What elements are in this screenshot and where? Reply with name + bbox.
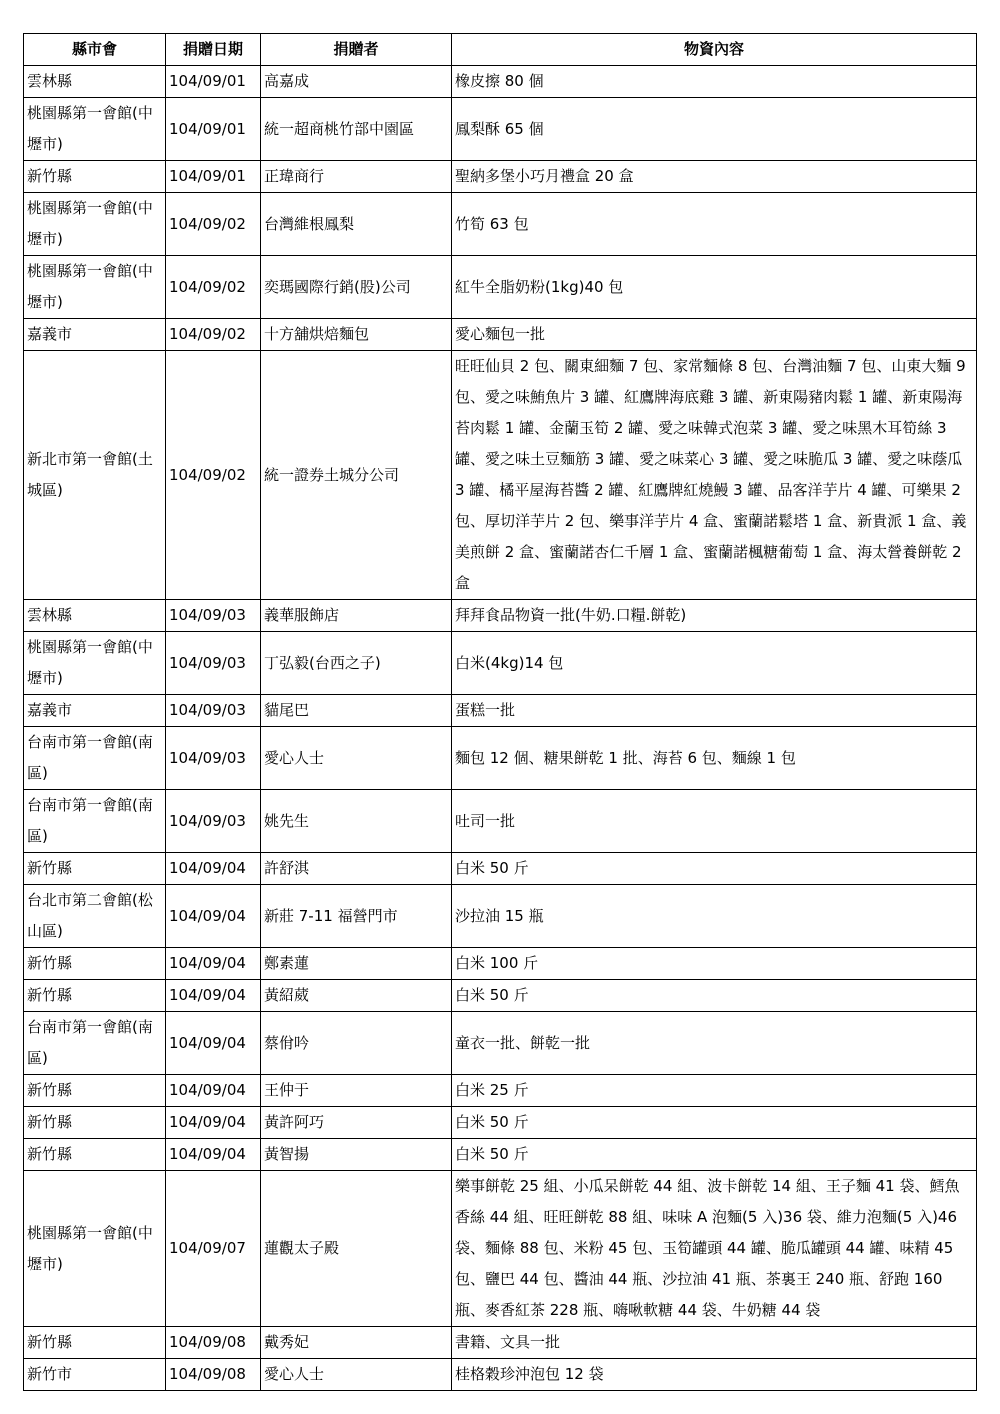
header-items: 物資內容: [452, 34, 977, 66]
table-row: [24, 319, 977, 351]
table-row: [24, 853, 977, 885]
date-cell: 104/09/02: [166, 351, 261, 600]
table-row: [24, 632, 977, 695]
table-row: [24, 161, 977, 193]
date-cell: 104/09/03: [166, 695, 261, 727]
items-cell: 橡皮擦 80 個: [452, 66, 977, 98]
date-cell: 104/09/02: [166, 256, 261, 319]
region-cell: 桃園縣第一會館(中壢市): [24, 193, 166, 256]
region-cell: 嘉義市: [24, 319, 166, 351]
donor-cell: 丁弘毅(台西之子): [261, 632, 452, 695]
date-cell: 104/09/07: [166, 1171, 261, 1327]
items-cell: 白米 50 斤: [452, 1139, 977, 1171]
table-row: [24, 727, 977, 790]
region-cell: 新竹縣: [24, 1075, 166, 1107]
items-cell: 桂格穀珍沖泡包 12 袋: [452, 1359, 977, 1391]
table-row: [24, 1107, 977, 1139]
date-cell: 104/09/01: [166, 161, 261, 193]
region-cell: 雲林縣: [24, 600, 166, 632]
date-cell: 104/09/04: [166, 980, 261, 1012]
donor-cell: 愛心人士: [261, 1359, 452, 1391]
donor-cell: 姚先生: [261, 790, 452, 853]
donor-cell: 正瑋商行: [261, 161, 452, 193]
header-date: 捐贈日期: [166, 34, 261, 66]
items-cell: 吐司一批: [452, 790, 977, 853]
region-cell: 新竹市: [24, 1359, 166, 1391]
date-cell: 104/09/04: [166, 885, 261, 948]
donor-cell: 戴秀妃: [261, 1327, 452, 1359]
items-cell: 拜拜食品物資一批(牛奶.口糧.餅乾): [452, 600, 977, 632]
region-cell: 桃園縣第一會館(中壢市): [24, 98, 166, 161]
region-cell: 桃園縣第一會館(中壢市): [24, 256, 166, 319]
region-cell: 新竹縣: [24, 853, 166, 885]
date-cell: 104/09/01: [166, 66, 261, 98]
items-cell: 白米(4kg)14 包: [452, 632, 977, 695]
donor-cell: 蓮觀太子殿: [261, 1171, 452, 1327]
items-cell: 竹筍 63 包: [452, 193, 977, 256]
date-cell: 104/09/03: [166, 790, 261, 853]
date-cell: 104/09/04: [166, 1075, 261, 1107]
table-row: [24, 351, 977, 600]
region-cell: 新竹縣: [24, 980, 166, 1012]
date-cell: 104/09/03: [166, 600, 261, 632]
region-cell: 雲林縣: [24, 66, 166, 98]
donor-cell: 統一超商桃竹部中園區: [261, 98, 452, 161]
region-cell: 新竹縣: [24, 948, 166, 980]
donor-cell: 王仲于: [261, 1075, 452, 1107]
table-header: [24, 34, 977, 66]
table-row: [24, 948, 977, 980]
date-cell: 104/09/03: [166, 632, 261, 695]
header-row: [24, 34, 977, 66]
date-cell: 104/09/04: [166, 948, 261, 980]
donor-cell: 台灣維根鳳梨: [261, 193, 452, 256]
donor-cell: 高嘉成: [261, 66, 452, 98]
donor-cell: 貓尾巴: [261, 695, 452, 727]
region-cell: 台北市第二會館(松山區): [24, 885, 166, 948]
table-row: [24, 695, 977, 727]
date-cell: 104/09/02: [166, 319, 261, 351]
table-row: [24, 1327, 977, 1359]
items-cell: 白米 50 斤: [452, 853, 977, 885]
table-row: [24, 885, 977, 948]
donor-cell: 奕瑪國際行銷(股)公司: [261, 256, 452, 319]
donor-cell: 黃智揚: [261, 1139, 452, 1171]
region-cell: 桃園縣第一會館(中壢市): [24, 1171, 166, 1327]
items-cell: 聖納多堡小巧月禮盒 20 盒: [452, 161, 977, 193]
region-cell: 桃園縣第一會館(中壢市): [24, 632, 166, 695]
region-cell: 新竹縣: [24, 1327, 166, 1359]
table-row: [24, 600, 977, 632]
table-row: [24, 790, 977, 853]
table-row: [24, 256, 977, 319]
date-cell: 104/09/04: [166, 1139, 261, 1171]
table-row: [24, 1075, 977, 1107]
items-cell: 紅牛全脂奶粉(1kg)40 包: [452, 256, 977, 319]
header-region: 縣市會: [24, 34, 166, 66]
donor-cell: 愛心人士: [261, 727, 452, 790]
date-cell: 104/09/04: [166, 1012, 261, 1075]
items-cell: 愛心麵包一批: [452, 319, 977, 351]
items-cell: 白米 25 斤: [452, 1075, 977, 1107]
items-cell: 白米 100 斤: [452, 948, 977, 980]
date-cell: 104/09/08: [166, 1327, 261, 1359]
date-cell: 104/09/08: [166, 1359, 261, 1391]
date-cell: 104/09/04: [166, 853, 261, 885]
items-cell: 旺旺仙貝 2 包、關東細麵 7 包、家常麵條 8 包、台灣油麵 7 包、山東大麵 9 包、愛之味鮪魚片 3 罐、紅鷹牌海底雞 3 罐、新東陽豬肉鬆 1 罐、新東陽海苔肉鬆 1 罐、金蘭玉筍 2 罐、愛之味韓式泡菜 3 罐、愛之味黑木耳筍絲 3 罐、愛之味土豆麵筋 3 罐、愛之味菜心 3 罐、愛之味脆瓜 3 罐、愛之味蔭瓜 3 罐、橘平屋海苔醬 2 罐、紅鷹牌紅燒鰻 3 罐、品客洋芋片 4 罐、可樂果 2 包、厚切洋芋片 2 包、樂事洋芋片 4 盒、蜜蘭諾鬆塔 1 盒、新貴派 1 盒、義美煎餅 2 盒、蜜蘭諾杏仁千層 1 盒、蜜蘭諾楓糖葡萄 1 盒、海太營養餅乾 2 盒: [452, 351, 977, 600]
items-cell: 麵包 12 個、糖果餅乾 1 批、海苔 6 包、麵線 1 包: [452, 727, 977, 790]
date-cell: 104/09/02: [166, 193, 261, 256]
region-cell: 嘉義市: [24, 695, 166, 727]
table-row: [24, 193, 977, 256]
items-cell: 白米 50 斤: [452, 980, 977, 1012]
donation-table: [23, 33, 977, 1391]
donor-cell: 十方舖烘焙麵包: [261, 319, 452, 351]
region-cell: 新竹縣: [24, 161, 166, 193]
date-cell: 104/09/03: [166, 727, 261, 790]
donor-cell: 義華服飾店: [261, 600, 452, 632]
items-cell: 樂事餅乾 25 組、小瓜呆餅乾 44 組、波卡餅乾 14 組、王子麵 41 袋、鱈魚香絲 44 組、旺旺餅乾 88 組、味味 A 泡麵(5 入)36 袋、維力泡麵(5 入)46 袋、麵條 88 包、米粉 45 包、玉筍罐頭 44 罐、脆瓜罐頭 44 罐、味精 45 包、鹽巴 44 包、醬油 44 瓶、沙拉油 41 瓶、茶裏王 240 瓶、舒跑 160 瓶、麥香紅茶 228 瓶、嗨啾軟糖 44 袋、牛奶糖 44 袋: [452, 1171, 977, 1327]
region-cell: 台南市第一會館(南區): [24, 1012, 166, 1075]
donor-cell: 鄭素蓮: [261, 948, 452, 980]
donor-cell: 蔡佾吟: [261, 1012, 452, 1075]
table-row: [24, 1139, 977, 1171]
donor-cell: 許舒淇: [261, 853, 452, 885]
region-cell: 台南市第一會館(南區): [24, 790, 166, 853]
region-cell: 新北市第一會館(土城區): [24, 351, 166, 600]
header-donor: 捐贈者: [261, 34, 452, 66]
date-cell: 104/09/01: [166, 98, 261, 161]
table-body: [24, 66, 977, 1391]
donor-cell: 黃許阿巧: [261, 1107, 452, 1139]
items-cell: 鳳梨酥 65 個: [452, 98, 977, 161]
items-cell: 童衣一批、餅乾一批: [452, 1012, 977, 1075]
items-cell: 蛋糕一批: [452, 695, 977, 727]
table-row: [24, 98, 977, 161]
date-cell: 104/09/04: [166, 1107, 261, 1139]
items-cell: 沙拉油 15 瓶: [452, 885, 977, 948]
region-cell: 新竹縣: [24, 1107, 166, 1139]
donor-cell: 黃紹葳: [261, 980, 452, 1012]
table-row: [24, 1359, 977, 1391]
table-row: [24, 1171, 977, 1327]
region-cell: 新竹縣: [24, 1139, 166, 1171]
items-cell: 白米 50 斤: [452, 1107, 977, 1139]
table-row: [24, 980, 977, 1012]
donor-cell: 新莊 7-11 福營門市: [261, 885, 452, 948]
region-cell: 台南市第一會館(南區): [24, 727, 166, 790]
donor-cell: 統一證券土城分公司: [261, 351, 452, 600]
table-row: [24, 66, 977, 98]
table-row: [24, 1012, 977, 1075]
items-cell: 書籍、文具一批: [452, 1327, 977, 1359]
